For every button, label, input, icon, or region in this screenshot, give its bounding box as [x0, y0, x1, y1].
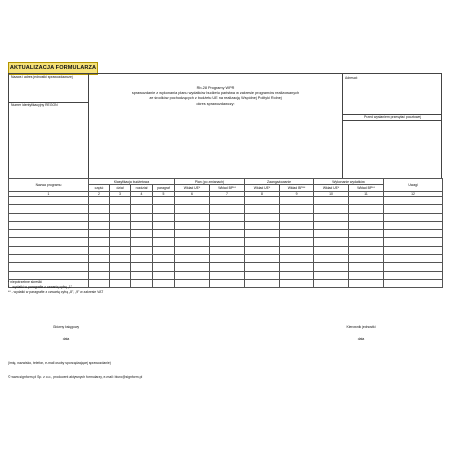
- table-cell[interactable]: [280, 238, 314, 246]
- addressee-block: [343, 74, 442, 178]
- table-cell[interactable]: [110, 255, 131, 263]
- sub-rozdzial: rozdział: [131, 185, 153, 192]
- sub-ue: Wkład UE*: [245, 185, 280, 192]
- update-badge: AKTUALIZACJA FORMULARZA: [8, 62, 98, 75]
- col-number: 1: [9, 192, 89, 197]
- table-cell[interactable]: [280, 213, 314, 221]
- table-cell[interactable]: [175, 205, 210, 213]
- table-cell[interactable]: [210, 255, 245, 263]
- table-cell[interactable]: [280, 197, 314, 205]
- table-row: [9, 263, 443, 271]
- table-cell[interactable]: [9, 213, 89, 221]
- table-cell[interactable]: [384, 271, 443, 279]
- table-cell[interactable]: [349, 197, 384, 205]
- table-cell[interactable]: [175, 255, 210, 263]
- table-cell[interactable]: [384, 279, 443, 287]
- table-cell[interactable]: [245, 271, 280, 279]
- col-number: 7: [210, 192, 245, 197]
- table-cell[interactable]: [210, 230, 245, 238]
- col-number: 11: [349, 192, 384, 197]
- table-cell[interactable]: [245, 263, 280, 271]
- table-row: [9, 238, 443, 246]
- table-cell[interactable]: [89, 197, 110, 205]
- table-cell[interactable]: [314, 197, 349, 205]
- table-cell[interactable]: [131, 221, 153, 229]
- table-cell[interactable]: [280, 205, 314, 213]
- table-cell[interactable]: [314, 246, 349, 254]
- group-plan: Plan (po zmianach): [175, 179, 245, 185]
- table-cell[interactable]: [175, 279, 210, 287]
- table-cell[interactable]: [210, 263, 245, 271]
- table-cell[interactable]: [131, 205, 153, 213]
- table-cell[interactable]: [210, 197, 245, 205]
- table-cell[interactable]: [384, 205, 443, 213]
- table-cell[interactable]: [210, 221, 245, 229]
- sub-bp: Wkład BP**: [210, 185, 245, 192]
- table-row: [9, 271, 443, 279]
- table-cell[interactable]: [131, 263, 153, 271]
- table-cell[interactable]: [110, 238, 131, 246]
- table-cell[interactable]: [175, 213, 210, 221]
- table-cell[interactable]: [314, 279, 349, 287]
- table-cell[interactable]: [110, 197, 131, 205]
- table-cell[interactable]: [131, 213, 153, 221]
- table-row: [9, 197, 443, 205]
- table-cell[interactable]: [384, 230, 443, 238]
- table-cell[interactable]: [280, 230, 314, 238]
- head-of-unit-label: Kierownik jednostki: [346, 325, 376, 329]
- table-cell[interactable]: [153, 263, 175, 271]
- table-row: [9, 246, 443, 254]
- table-cell[interactable]: [349, 213, 384, 221]
- table-cell[interactable]: [89, 271, 110, 279]
- table-cell[interactable]: [210, 238, 245, 246]
- table-cell[interactable]: [210, 205, 245, 213]
- table-cell[interactable]: [110, 263, 131, 271]
- table-cell[interactable]: [349, 221, 384, 229]
- group-execution: Wykonanie wydatków: [314, 179, 384, 185]
- col-program: Nazwa programu: [9, 179, 89, 192]
- expenditure-table: [8, 178, 443, 288]
- table-row: [9, 255, 443, 263]
- table-cell[interactable]: [349, 230, 384, 238]
- sub-bp: Wkład BP**: [280, 185, 314, 192]
- table-cell[interactable]: [153, 255, 175, 263]
- table-cell[interactable]: [9, 205, 89, 213]
- table-cell[interactable]: [110, 279, 131, 287]
- table-cell[interactable]: [384, 221, 443, 229]
- head-of-unit-date: data: [357, 337, 365, 341]
- table-cell[interactable]: [314, 263, 349, 271]
- table-cell[interactable]: [89, 279, 110, 287]
- table-row: [9, 213, 443, 221]
- table-cell[interactable]: [349, 271, 384, 279]
- table-cell[interactable]: [384, 238, 443, 246]
- table-cell[interactable]: [210, 213, 245, 221]
- table-cell[interactable]: [245, 255, 280, 263]
- table-row: [9, 230, 443, 238]
- table-cell[interactable]: [131, 238, 153, 246]
- table-cell[interactable]: [89, 263, 110, 271]
- sub-dzial: dział: [110, 185, 131, 192]
- sub-ue: Wkład UE*: [175, 185, 210, 192]
- col-number: 6: [175, 192, 210, 197]
- table-cell[interactable]: [384, 255, 443, 263]
- col-number: 9: [280, 192, 314, 197]
- table-cell[interactable]: [9, 255, 89, 263]
- table-cell[interactable]: [349, 205, 384, 213]
- chief-accountant-date: data: [62, 337, 70, 341]
- table-cell[interactable]: [175, 197, 210, 205]
- table-cell[interactable]: [245, 205, 280, 213]
- table-cell[interactable]: [245, 238, 280, 246]
- footnote-eu: * - wydatki w paragrafie z czwartą cyfrą „1”: [8, 285, 72, 289]
- preparer-contact: (imię, nazwisko, telefon, e-mail osoby sporządzającej sprawozdanie): [8, 361, 111, 365]
- table-cell[interactable]: [245, 246, 280, 254]
- table-cell[interactable]: [384, 246, 443, 254]
- table-cell[interactable]: [89, 213, 110, 221]
- data-rows: [9, 197, 443, 288]
- table-cell[interactable]: [131, 246, 153, 254]
- table-cell[interactable]: [153, 205, 175, 213]
- table-cell[interactable]: [175, 230, 210, 238]
- title-block: [89, 74, 343, 178]
- table-cell[interactable]: [89, 221, 110, 229]
- col-number: 3: [110, 192, 131, 197]
- table-cell[interactable]: [175, 238, 210, 246]
- unit-name-label: Nazwa i adres jednostki sprawozdawczej: [11, 75, 73, 79]
- table-cell[interactable]: [314, 205, 349, 213]
- table-cell[interactable]: [245, 197, 280, 205]
- table-cell[interactable]: [131, 279, 153, 287]
- col-number: 4: [131, 192, 153, 197]
- table-cell[interactable]: [9, 263, 89, 271]
- table-cell[interactable]: [153, 238, 175, 246]
- table-cell[interactable]: [175, 221, 210, 229]
- table-cell[interactable]: [280, 246, 314, 254]
- table-cell[interactable]: [153, 197, 175, 205]
- table-cell[interactable]: [131, 197, 153, 205]
- table-cell[interactable]: [153, 279, 175, 287]
- footnote-unnecessary: * niepotrzebne skreślić: [8, 280, 43, 284]
- sub-bp: Wkład BP**: [349, 185, 384, 192]
- table-cell[interactable]: [175, 271, 210, 279]
- table-cell[interactable]: [9, 197, 89, 205]
- table-cell[interactable]: [314, 213, 349, 221]
- table-cell[interactable]: [349, 246, 384, 254]
- table-cell[interactable]: [384, 197, 443, 205]
- table-cell[interactable]: [110, 213, 131, 221]
- regon-label: Numer identyfikacyjny REGON: [11, 103, 58, 107]
- table-cell[interactable]: [153, 230, 175, 238]
- table-cell[interactable]: [175, 263, 210, 271]
- table-cell[interactable]: [89, 230, 110, 238]
- table-cell[interactable]: [89, 205, 110, 213]
- unit-block: [9, 74, 89, 178]
- table-cell[interactable]: [9, 271, 89, 279]
- form-page: [6, 55, 446, 387]
- table-cell[interactable]: [349, 263, 384, 271]
- table-cell[interactable]: [110, 246, 131, 254]
- form-title: sprawozdanie z wykonania planu wydatków budżetu państwa w zakresie programów realizowanych ze środków pochodzących z budżetu UE na realizację Wspólnej Polityki Rolnej: [131, 91, 300, 100]
- table-cell[interactable]: [314, 230, 349, 238]
- table-cell[interactable]: [384, 213, 443, 221]
- col-number: 10: [314, 192, 349, 197]
- copyright-line: © www.signform.pl Sp. z o.o., producent aktywnych formularzy, e-mail: biuro@signform.pl: [8, 375, 143, 379]
- addressee-label: Adresat:: [345, 76, 358, 80]
- table-cell[interactable]: [210, 246, 245, 254]
- table-cell[interactable]: [175, 246, 210, 254]
- table-cell[interactable]: [384, 263, 443, 271]
- col-remarks: Uwagi: [384, 179, 443, 192]
- table-cell[interactable]: [89, 255, 110, 263]
- table-cell[interactable]: [89, 246, 110, 254]
- table-cell[interactable]: [9, 221, 89, 229]
- table-cell[interactable]: [349, 255, 384, 263]
- table-cell[interactable]: [245, 279, 280, 287]
- table-cell[interactable]: [314, 221, 349, 229]
- group-classification: Klasyfikacja budżetowa: [89, 179, 175, 185]
- table-cell[interactable]: [110, 221, 131, 229]
- table-cell[interactable]: [153, 213, 175, 221]
- table-cell[interactable]: [9, 246, 89, 254]
- table-cell[interactable]: [314, 255, 349, 263]
- table-cell[interactable]: [349, 238, 384, 246]
- col-number: 5: [153, 192, 175, 197]
- table-cell[interactable]: [210, 271, 245, 279]
- table-cell[interactable]: [9, 230, 89, 238]
- table-row: [9, 221, 443, 229]
- table-cell[interactable]: [280, 263, 314, 271]
- table-cell[interactable]: [153, 246, 175, 254]
- chief-accountant-label: Główny księgowy: [52, 325, 80, 329]
- table-cell[interactable]: [245, 213, 280, 221]
- table-cell[interactable]: [280, 271, 314, 279]
- form-header: [8, 73, 442, 179]
- table-cell[interactable]: [314, 238, 349, 246]
- table-cell[interactable]: [153, 221, 175, 229]
- table-cell[interactable]: [314, 271, 349, 279]
- table-cell[interactable]: [131, 255, 153, 263]
- table-cell[interactable]: [110, 271, 131, 279]
- table-cell[interactable]: [280, 279, 314, 287]
- table-row: [9, 279, 443, 287]
- period-label: okres sprawozdawczy:: [196, 102, 235, 106]
- sub-ue: Wkład UE*: [314, 185, 349, 192]
- table-cell[interactable]: [131, 271, 153, 279]
- group-commitment: Zaangażowanie: [245, 179, 314, 185]
- table-cell[interactable]: [280, 221, 314, 229]
- table-cell[interactable]: [245, 230, 280, 238]
- col-number: 2: [89, 192, 110, 197]
- col-number: 8: [245, 192, 280, 197]
- col-number: 12: [384, 192, 443, 197]
- table-cell[interactable]: [210, 279, 245, 287]
- sub-paragraf: paragraf: [153, 185, 175, 192]
- table-cell[interactable]: [9, 238, 89, 246]
- table-cell[interactable]: [280, 255, 314, 263]
- footnote-vat: ** - wydatki w paragrafie z czwartą cyfrą „8”, „9” w zakresie VAT: [8, 290, 104, 294]
- table-row: [9, 205, 443, 213]
- sub-czesc: część: [89, 185, 110, 192]
- table-cell[interactable]: [153, 271, 175, 279]
- table-cell[interactable]: [110, 230, 131, 238]
- table-cell[interactable]: [131, 230, 153, 238]
- table-cell[interactable]: [110, 205, 131, 213]
- table-cell[interactable]: [245, 221, 280, 229]
- table-cell[interactable]: [89, 238, 110, 246]
- form-code: Rb-28 Programy WPR: [196, 86, 235, 90]
- table-cell[interactable]: [349, 279, 384, 287]
- received-label: Przed wysłaniem przesyłać pocztowej: [364, 115, 421, 119]
